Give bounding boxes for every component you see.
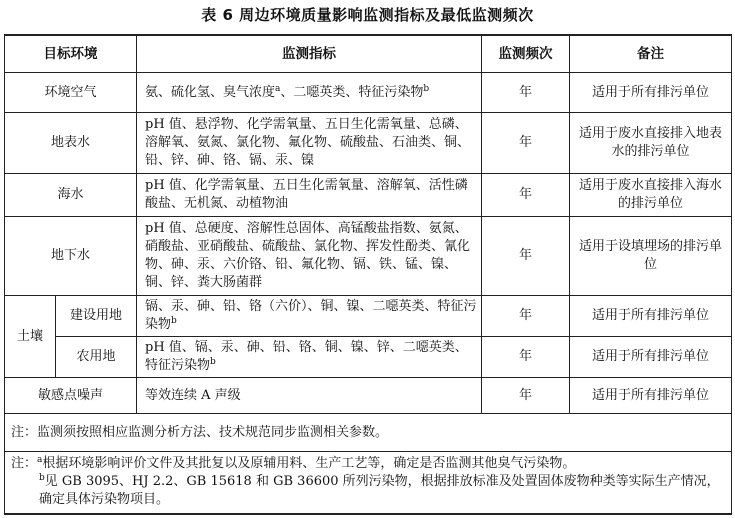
footnote-a-text: 根据环境影响评价文件及其批复以及原辅用料、生产工艺等，确定是否监测其他臭气污染物。 [42, 456, 576, 472]
footnote-row [5, 452, 732, 514]
header-remarks: 备注 [570, 35, 732, 73]
table-row [5, 337, 732, 378]
remark-agricultural-land: 适用于所有排污单位 [570, 337, 732, 378]
remark-sea-water: 适用于废水直接排入海水的排污单位 [570, 174, 732, 217]
indicators-agricultural-land-text: pH 值、镉、汞、砷、铅、铬、铜、镍、锌、二噁英类、特征污染物 [145, 340, 468, 373]
table-row [5, 296, 732, 337]
footnote-b [11, 473, 725, 509]
table-note: 注：监测须按照相应监测分析方法、技术规范同步监测相关参数。 [5, 414, 732, 452]
footnote-mark-b: b [39, 473, 45, 484]
remark-noise: 适用于所有排污单位 [570, 378, 732, 414]
indicators-agricultural-land [137, 337, 482, 378]
indicators-surface-water: pH 值、悬浮物、化学需氧量、五日生化需氧量、总磷、溶解氧、氨氮、氯化物、氟化物、硫酸盐、石油类、铜、铅、锌、砷、铬、镉、汞、镍 [137, 113, 482, 174]
table-row [5, 217, 732, 296]
frequency-surface-water: 年 [482, 113, 570, 174]
footnote-mark-b: b [423, 83, 430, 94]
header-frequency: 监测频次 [482, 35, 570, 73]
target-air: 环境空气 [5, 73, 137, 113]
frequency-air: 年 [482, 73, 570, 113]
frequency-groundwater: 年 [482, 217, 570, 296]
frequency-noise: 年 [482, 378, 570, 414]
footnote-mark-b: b [171, 316, 177, 326]
table-row [5, 378, 732, 414]
footnote-mark-a: a [275, 83, 281, 94]
footnote-a [11, 455, 725, 473]
indicators-construction-land [137, 296, 482, 337]
header-row [5, 35, 732, 73]
target-construction-land: 建设用地 [56, 296, 137, 337]
target-groundwater: 地下水 [5, 217, 137, 296]
remark-surface-water: 适用于废水直接排入地表水的排污单位 [570, 113, 732, 174]
header-target: 目标环境 [5, 35, 137, 73]
indicators-air-part-b: 、二噁英类、特征污染物 [280, 84, 424, 100]
header-indicators: 监测指标 [137, 35, 482, 73]
target-sea-water: 海水 [5, 174, 137, 217]
frequency-construction-land: 年 [482, 296, 570, 337]
target-noise: 敏感点噪声 [5, 378, 137, 414]
indicators-groundwater: pH 值、总硬度、溶解性总固体、高锰酸盐指数、氨氮、硝酸盐、亚硝酸盐、硫酸盐、氯化物、挥发性酚类、氰化物、砷、汞、六价铬、铅、氟化物、镉、铁、锰、镍、铜、锌、粪大肠菌群 [137, 217, 482, 296]
indicators-noise: 等效连续 A 声级 [137, 378, 482, 414]
frequency-sea-water: 年 [482, 174, 570, 217]
footnote-prefix: 注： [11, 456, 38, 472]
footnote-mark-b: b [210, 357, 216, 367]
remark-groundwater: 适用于设填埋场的排污单位 [570, 217, 732, 296]
table-footnotes [5, 452, 732, 514]
frequency-agricultural-land: 年 [482, 337, 570, 378]
remark-air: 适用于所有排污单位 [570, 73, 732, 113]
indicators-sea-water: pH 值、化学需氧量、五日生化需氧量、溶解氧、活性磷酸盐、无机氮、动植物油 [137, 174, 482, 217]
target-agricultural-land: 农用地 [56, 337, 137, 378]
target-soil: 土壤 [5, 296, 56, 378]
footnote-mark-a: a [37, 455, 43, 466]
table-caption: 表 6 周边环境质量影响监测指标及最低监测频次 [201, 6, 534, 24]
indicators-air [137, 73, 482, 113]
footnote-b-text: 见 GB 3095、HJ 2.2、GB 15618 和 GB 36600 所列污染物，根据排放标准及处置固体废物种类等实际生产情况，确定具体污染物项目。 [39, 474, 720, 508]
remark-construction-land: 适用于所有排污单位 [570, 296, 732, 337]
monitoring-table [4, 34, 732, 515]
indicators-air-part-a: 氨、硫化氢、臭气浓度 [145, 84, 276, 100]
target-surface-water: 地表水 [5, 113, 137, 174]
table-row [5, 174, 732, 217]
table-row [5, 73, 732, 113]
note-row [5, 414, 732, 452]
indicators-construction-land-text: 镉、汞、砷、铅、铬（六价）、铜、镍、二噁英类、特征污染物 [145, 299, 477, 332]
table-row [5, 113, 732, 174]
